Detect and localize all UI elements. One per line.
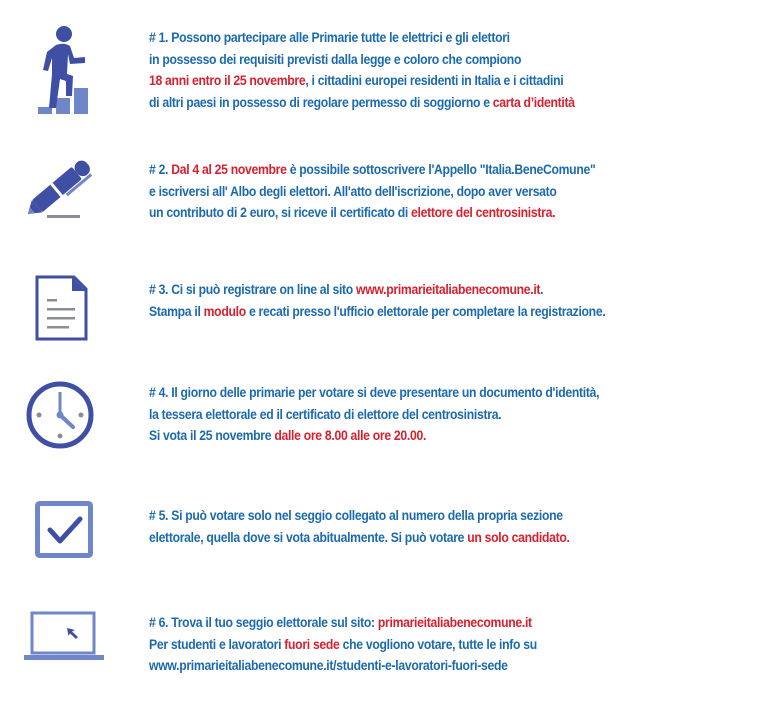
- text-span: # 3. Ci si può registrare on line al sito: [149, 282, 357, 298]
- text-span: # 4. Il giorno delle primarie per votare si deve presentare un documento d'identità,: [149, 385, 600, 401]
- text-span: un contributo di 2 euro, si riceve il certificato di: [149, 205, 412, 221]
- item-4-line-2: [149, 405, 687, 427]
- text-span: # 5. Si può votare solo nel seggio collegato al numero della propria sezione: [149, 508, 563, 524]
- text-span: # 1. Possono partecipare alle Primarie tutte le elettrici e gli elettori: [149, 30, 510, 46]
- item-1-line-4: [149, 93, 687, 115]
- text-span: Stampa il: [149, 303, 204, 320]
- text-span: # 6. Trova il tuo seggio elettorale sul sito:: [149, 615, 378, 631]
- text-span: in possesso dei requisiti previsti dalla legge e coloro che compiono: [149, 51, 522, 68]
- text-span: # 2.: [149, 162, 172, 178]
- item-6-line-3: [149, 656, 687, 678]
- checkbox-checked-icon: [20, 500, 100, 560]
- item-4-line-3: [149, 426, 687, 448]
- item-4-line-1: [149, 383, 687, 405]
- laptop-cursor-icon: [20, 610, 100, 665]
- highlight-span: 18 anni entro il 25 novembre: [149, 73, 306, 89]
- item-2-line-3: [149, 203, 687, 225]
- text-span: è possibile sottoscrivere l'Appello "Italia.BeneComune": [286, 162, 596, 178]
- text-span: e recati presso l'ufficio elettorale per completare la registrazione.: [245, 303, 606, 320]
- highlight-span: dalle ore 8.00 alle ore 20.00.: [274, 428, 427, 444]
- fuori-sede-link[interactable]: www.primarieitaliabenecomune.it/studenti-e-lavoratori-fuori-sede: [149, 658, 508, 674]
- text-span: e iscriversi all' Albo degli elettori. All'atto dell'iscrizione, dopo aver versato: [149, 183, 557, 200]
- text-span: Si vota il 25 novembre: [149, 428, 275, 444]
- highlight-span: elettore del centrosinistra.: [411, 205, 556, 221]
- item-5-line-1: [149, 506, 687, 528]
- website-link[interactable]: www.primarieitaliabenecomune.it: [356, 282, 541, 298]
- highlight-span: carta d’identità: [492, 94, 575, 111]
- item-2-line-1: [149, 160, 687, 182]
- clock-icon: [20, 380, 100, 450]
- item-5-line-2: [149, 528, 687, 550]
- pen-icon: [20, 155, 100, 225]
- text-span: di altri paesi in possesso di regolare permesso di soggiorno e: [149, 94, 493, 111]
- item-6-text: [149, 613, 687, 678]
- document-icon: [20, 275, 100, 345]
- highlight-span: un solo candidato.: [467, 529, 570, 546]
- highlight-span: fuori sede: [284, 636, 340, 653]
- item-3-line-1: [149, 280, 687, 302]
- highlight-span: Dal 4 al 25 novembre: [171, 162, 287, 178]
- text-span: , i cittadini europei residenti in Italia e i cittadini: [305, 73, 564, 89]
- text-span: la tessera elettorale ed il certificato di elettore del centrosinistra.: [149, 406, 502, 423]
- item-6-line-1: [149, 613, 687, 635]
- highlight-span: modulo: [203, 303, 246, 320]
- text-span: .: [540, 282, 544, 298]
- website-link[interactable]: primarieitaliabenecomune.it: [377, 615, 532, 631]
- item-1-line-2: [149, 50, 687, 72]
- item-3-text: [149, 280, 687, 323]
- item-5-text: [149, 506, 687, 549]
- item-4-text: [149, 383, 687, 448]
- item-2-line-2: [149, 182, 687, 204]
- text-span: che vogliono votare, tutte le info su: [339, 636, 537, 653]
- item-1-text: [149, 28, 687, 114]
- text-span: Per studenti e lavoratori: [149, 636, 285, 653]
- item-2-text: [149, 160, 687, 225]
- item-3-line-2: [149, 302, 687, 324]
- person-climbing-stairs-icon: [20, 24, 100, 119]
- item-6-line-2: [149, 635, 687, 657]
- item-1-line-1: [149, 28, 687, 50]
- text-span: elettorale, quella dove si vota abitualmente. Si può votare: [149, 529, 468, 546]
- item-1-line-3: [149, 71, 687, 93]
